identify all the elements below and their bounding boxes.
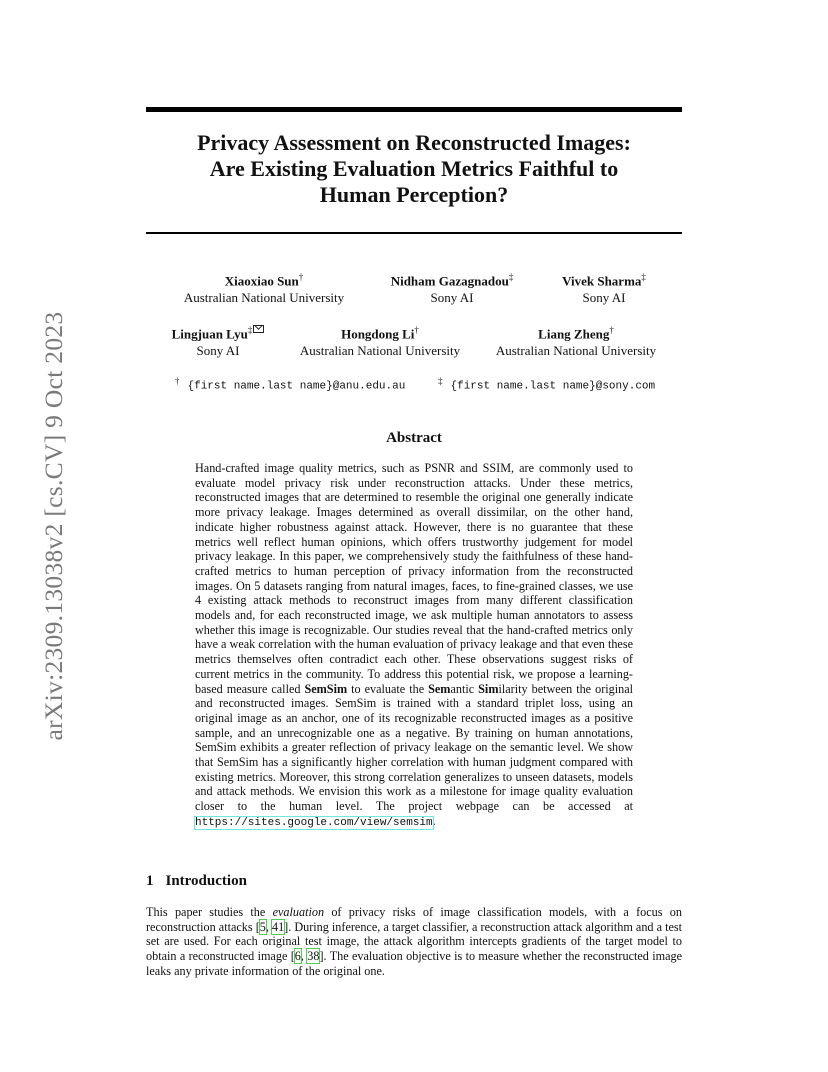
citation-link[interactable]: 5 bbox=[259, 919, 266, 934]
author-block bbox=[160, 322, 276, 359]
author-affiliation: Sony AI bbox=[196, 343, 240, 359]
section-heading bbox=[146, 873, 247, 890]
abstract-text: antic bbox=[450, 681, 479, 696]
abstract-text: . bbox=[432, 813, 436, 828]
email-mark: † bbox=[175, 376, 180, 386]
email-address[interactable]: {first name.last name}@sony.com bbox=[450, 380, 656, 393]
section-number: 1 bbox=[146, 873, 154, 889]
intro-text: ]. During inference, a target classifier, a reconstruction attack algorithm and a test set are used. For each original test image, the attack algorithm intercepts gradients of the target model to obtain a reconstructed image [ bbox=[146, 919, 682, 964]
email-mark: ‡ bbox=[438, 376, 443, 386]
author-name: Vivek Sharma bbox=[562, 273, 642, 289]
citation-link[interactable]: 41 bbox=[271, 919, 285, 934]
author-block bbox=[150, 269, 378, 306]
author-name: Xiaoxiao Sun bbox=[224, 273, 299, 289]
author-block bbox=[372, 269, 532, 306]
email-address[interactable]: {first name.last name}@anu.edu.au bbox=[187, 380, 406, 393]
abstract-emphasis: Sem bbox=[428, 681, 451, 696]
intro-text: of privacy risks of image classification models, with a focus on reconstruction attacks [ bbox=[146, 905, 682, 934]
author-mark: † bbox=[298, 272, 304, 282]
author-mark: ‡ bbox=[641, 272, 646, 282]
paper-title bbox=[146, 130, 682, 208]
project-url-link[interactable]: https://sites.google.com/view/semsim bbox=[195, 816, 433, 829]
author-name: Nidham Gazagnadou bbox=[390, 273, 509, 289]
email-line bbox=[175, 376, 405, 393]
abstract-text: ilarity between the original and reconstructed images. SemSim is trained with a standard triplet loss, using an original image as an anchor, one of its recognizable reconstructed images as a positive sample, and an unrecognizable one as a negative. By training on human annotations, SemSim exhibits a greater reflection of privacy leakage on the semantic level. We show that SemSim has a significantly higher correlation with human judgment compared with existing metrics. Moreover, this strong correlation generalizes to unseen datasets, models and attack methods. We envision this work as a milestone for image quality evaluation closer to the human level. The project webpage can be accessed at bbox=[195, 681, 634, 814]
abstract-emphasis: Sim bbox=[478, 681, 499, 696]
author-block bbox=[486, 322, 666, 359]
intro-text: ]. The evaluation objective is to measure whether the reconstructed image leaks any private information of the original one. bbox=[146, 949, 683, 978]
author-block bbox=[290, 322, 470, 359]
citation-link[interactable]: 6 bbox=[294, 949, 301, 964]
title-line-2: Are Existing Evaluation Metrics Faithful to bbox=[209, 156, 619, 181]
envelope-icon bbox=[253, 325, 264, 333]
author-name: Lingjuan Lyu bbox=[171, 326, 248, 342]
author-mark: ‡ bbox=[508, 272, 514, 282]
author-affiliation: Australian National University bbox=[495, 343, 657, 359]
author-block bbox=[540, 269, 668, 306]
arxiv-sidebar bbox=[22, 296, 68, 756]
title-line-3: Human Perception? bbox=[319, 182, 509, 207]
author-affiliation: Sony AI bbox=[430, 290, 474, 306]
abstract-emphasis: SemSim bbox=[304, 681, 348, 696]
arxiv-identifier[interactable]: arXiv:2309.13038v2 [cs.CV] 9 Oct 2023 bbox=[39, 311, 68, 741]
abstract-body bbox=[195, 461, 633, 831]
title-line-1: Privacy Assessment on Reconstructed Images: bbox=[197, 130, 631, 155]
author-mark: † bbox=[414, 325, 419, 335]
abstract-text: Hand-crafted image quality metrics, such as PSNR and SSIM, are commonly used to evaluate model privacy risk under reconstruction attacks. Under these metrics, reconstructed images that are determined to resemble the original one generally indicate more privacy leakage. Images determined as overall dissimilar, on the other hand, indicate higher robustness against attack. However, there is no guarantee that these metrics well reflect human opinions, which offers trustworthy judgement for model privacy leakage. In this paper, we comprehensively study the faithfulness of these hand-crafted metrics to human perception of privacy information from the reconstructed images. On 5 datasets ranging from natural images, faces, to fine-grained classes, we use 4 existing attack methods to reconstruct images from many different classification models and, for each reconstructed image, we ask multiple human annotators to assess whether this image is recognizable. Our studies reveal that the hand-crafted metrics only have a weak correlation with the human evaluation of privacy leakage and that even these metrics themselves often contradict each other. These observations suggest risks of current metrics in the community. To address this potential risk, we propose a learning-based measure called bbox=[195, 461, 633, 696]
author-mark: † bbox=[609, 325, 614, 335]
introduction-body bbox=[146, 905, 682, 979]
author-mark: ‡ bbox=[247, 325, 253, 335]
citation-separator: , bbox=[300, 949, 308, 964]
title-rule-top bbox=[146, 107, 682, 112]
citation-separator: , bbox=[265, 919, 272, 934]
intro-text: This paper studies the bbox=[146, 905, 273, 919]
email-line bbox=[438, 376, 655, 393]
author-name: Hongdong Li bbox=[341, 326, 415, 342]
author-name: Liang Zheng bbox=[538, 326, 610, 342]
abstract-text: to evaluate the bbox=[347, 681, 429, 696]
title-rule-bottom bbox=[146, 232, 682, 234]
author-affiliation: Australian National University bbox=[183, 290, 345, 306]
citation-link[interactable]: 38 bbox=[307, 949, 320, 964]
author-affiliation: Australian National University bbox=[299, 343, 461, 359]
author-affiliation: Sony AI bbox=[582, 290, 626, 306]
intro-emphasis: evaluation bbox=[272, 905, 325, 919]
abstract-heading: Abstract bbox=[386, 430, 442, 446]
section-title: Introduction bbox=[165, 873, 247, 889]
